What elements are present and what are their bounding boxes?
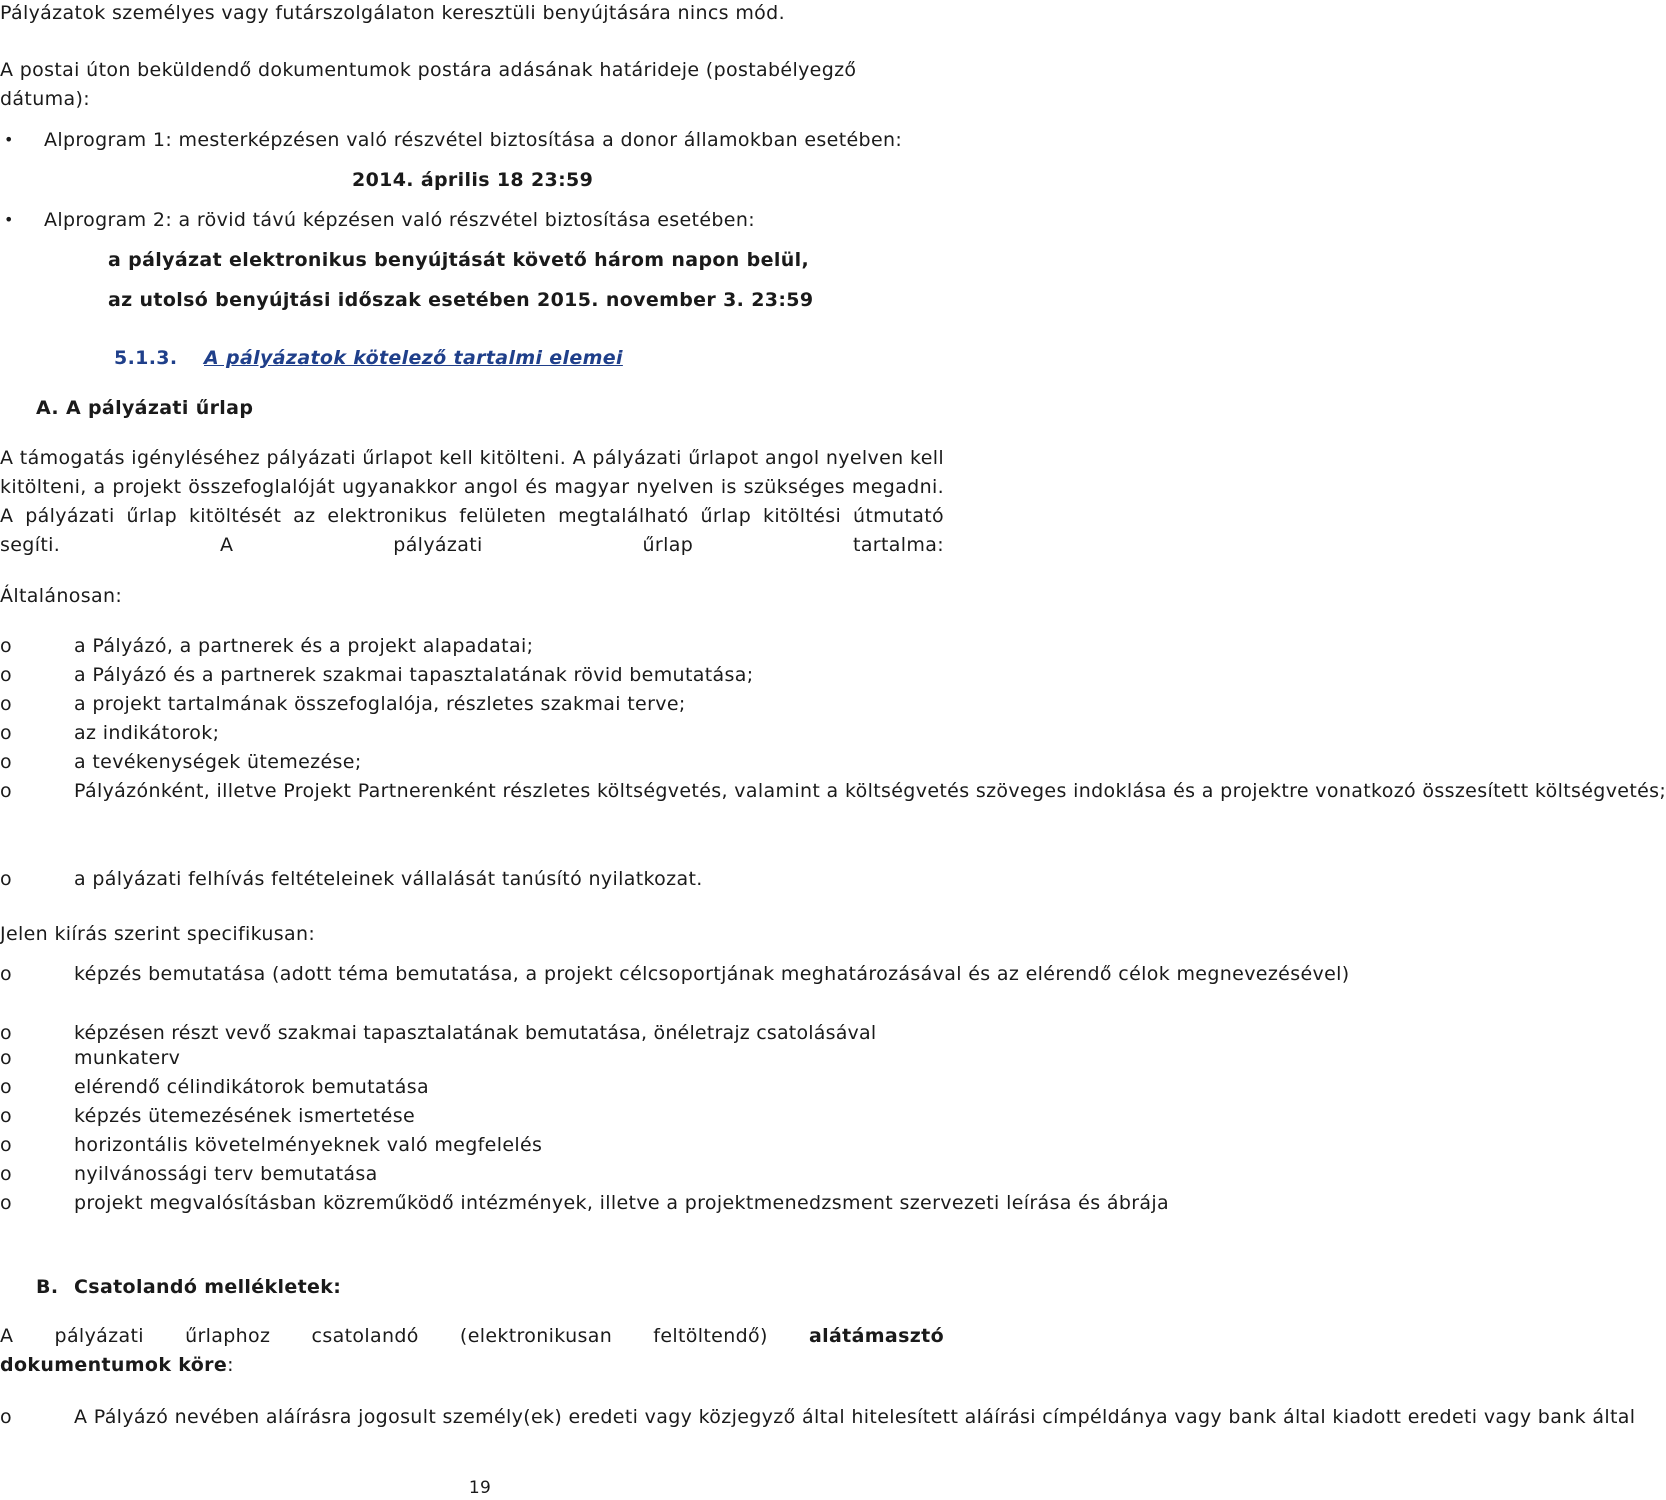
- list-marker: o: [0, 1192, 12, 1214]
- list-item-text: horizontális követelményeknek való megfelelés: [74, 1134, 543, 1156]
- list-marker: o: [0, 751, 12, 773]
- list-marker: o: [0, 1076, 12, 1098]
- part-b-intro-line: [0, 1351, 944, 1380]
- list-item-text: projekt megvalósításban közreműködő intézmények, illetve a projektmenedzsment szervezeti leírása és ábrája: [74, 1192, 1170, 1214]
- list-item-text: a Pályázó és a partnerek szakmai tapasztalatának rövid bemutatása;: [74, 664, 754, 686]
- list-marker: o: [0, 722, 12, 744]
- list-item-text: képzésen részt vevő szakmai tapasztalatának bemutatása, önéletrajz csatolásával: [74, 1022, 877, 1044]
- list-item-text: képzés ütemezésének ismertetése: [74, 1105, 415, 1127]
- part-b-label: B.: [36, 1276, 59, 1298]
- list-item-text: nyilvánossági terv bemutatása: [74, 1163, 378, 1185]
- intro-line: Pályázatok személyes vagy futárszolgálaton keresztüli benyújtására nincs mód.: [0, 2, 785, 24]
- alprogram-1-deadline: 2014. április 18 23:59: [352, 169, 594, 191]
- general-label: Általánosan:: [0, 585, 123, 607]
- list-marker: o: [0, 1022, 12, 1044]
- part-b-intro-line: [0, 1322, 944, 1351]
- list-item: [0, 690, 944, 719]
- list-item: [0, 960, 1350, 1018]
- part-b-intro-bold: alátámasztó: [808, 1325, 944, 1347]
- list-item: [0, 1073, 944, 1102]
- list-marker: o: [0, 780, 12, 802]
- list-item-text: az indikátorok;: [74, 722, 220, 744]
- list-marker: o: [0, 1406, 12, 1428]
- list-item-text: a projekt tartalmának összefoglalója, részletes szakmai terve;: [74, 693, 686, 715]
- part-b-intro-bold: dokumentumok köre: [0, 1354, 228, 1376]
- list-item: [0, 1131, 944, 1160]
- bullet-icon: •: [4, 210, 14, 229]
- part-a-heading: A. A pályázati űrlap: [36, 397, 254, 419]
- list-marker: o: [0, 1047, 12, 1069]
- list-item: [0, 1189, 1170, 1247]
- part-b-heading: Csatolandó mellékletek:: [74, 1276, 342, 1298]
- alprogram-2-deadline-line2: az utolsó benyújtási időszak esetében 2015. november 3. 23:59: [108, 289, 814, 311]
- list-item-text: képzés bemutatása (adott téma bemutatása, a projekt célcsoportjának meghatározásával és az elérendő célok megnevezésével): [74, 963, 1350, 985]
- list-item: [0, 777, 1666, 864]
- list-item: [0, 1403, 1636, 1461]
- list-marker: o: [0, 693, 12, 715]
- list-item-text: Pályázónként, illetve Projekt Partnerenként részletes költségvetés, valamint a költségvetés szöveges indoklása és a projektre vonatkozó összesített költségvetés;: [74, 780, 1666, 802]
- alprogram-2-text: Alprogram 2: a rövid távú képzésen való részvétel biztosítása esetében:: [44, 209, 755, 231]
- deadline-label: A postai úton beküldendő dokumentumok postára adásának határideje (postabélyegző dátuma):: [0, 59, 857, 110]
- list-marker: o: [0, 963, 12, 985]
- list-marker: o: [0, 664, 12, 686]
- alprogram-1-text: Alprogram 1: mesterképzésen való részvétel biztosítása a donor államokban esetében:: [44, 129, 903, 151]
- list-item: [0, 748, 944, 777]
- list-item-text: a tevékenységek ütemezése;: [74, 751, 362, 773]
- list-marker: o: [0, 635, 12, 657]
- list-marker: o: [0, 1105, 12, 1127]
- list-item-text: munkaterv: [74, 1047, 181, 1069]
- bullet-icon: •: [4, 130, 14, 149]
- section-title: A pályázatok kötelező tartalmi elemei: [204, 347, 623, 369]
- list-marker: o: [0, 868, 12, 890]
- list-item: [0, 719, 944, 748]
- list-item: [0, 661, 944, 690]
- part-b-intro: [0, 1322, 944, 1380]
- section-number: 5.1.3.: [114, 347, 178, 369]
- list-item: [0, 865, 944, 894]
- specific-label: Jelen kiírás szerint specifikusan:: [0, 923, 316, 945]
- list-item-text: a Pályázó, a partnerek és a projekt alapadatai;: [74, 635, 534, 657]
- part-b-intro-end: :: [227, 1354, 234, 1376]
- list-item: [0, 1044, 944, 1073]
- list-item: [0, 1102, 944, 1131]
- list-item: [0, 632, 944, 661]
- part-a-paragraph: A támogatás igényléséhez pályázati űrlapot kell kitölteni. A pályázati űrlapot angol nyelven kell kitölteni, a projekt összefoglalóját ugyanakkor angol és magyar nyelven is szükséges megadni. A pályázati űrlap kitöltését az elektronikus felületen megtalálható űrlap kitöltési útmutató segíti. A pályázati űrlap tartalma:: [0, 447, 944, 556]
- list-item-text: A Pályázó nevében aláírásra jogosult személy(ek) eredeti vagy közjegyző által hitelesített aláírási címpéldánya vagy bank által kiadott eredeti vagy bank által: [74, 1406, 1636, 1428]
- list-marker: o: [0, 1134, 12, 1156]
- alprogram-2-deadline-line1: a pályázat elektronikus benyújtását követő három napon belül,: [108, 249, 810, 271]
- list-item-text: a pályázati felhívás feltételeinek vállalását tanúsító nyilatkozat.: [74, 868, 703, 890]
- list-marker: o: [0, 1163, 12, 1185]
- list-item: [0, 1160, 944, 1189]
- page-number: 19: [468, 1478, 492, 1498]
- part-b-intro-text: A pályázati űrlaphoz csatolandó (elektronikusan feltöltendő): [0, 1325, 768, 1347]
- list-item-text: elérendő célindikátorok bemutatása: [74, 1076, 429, 1098]
